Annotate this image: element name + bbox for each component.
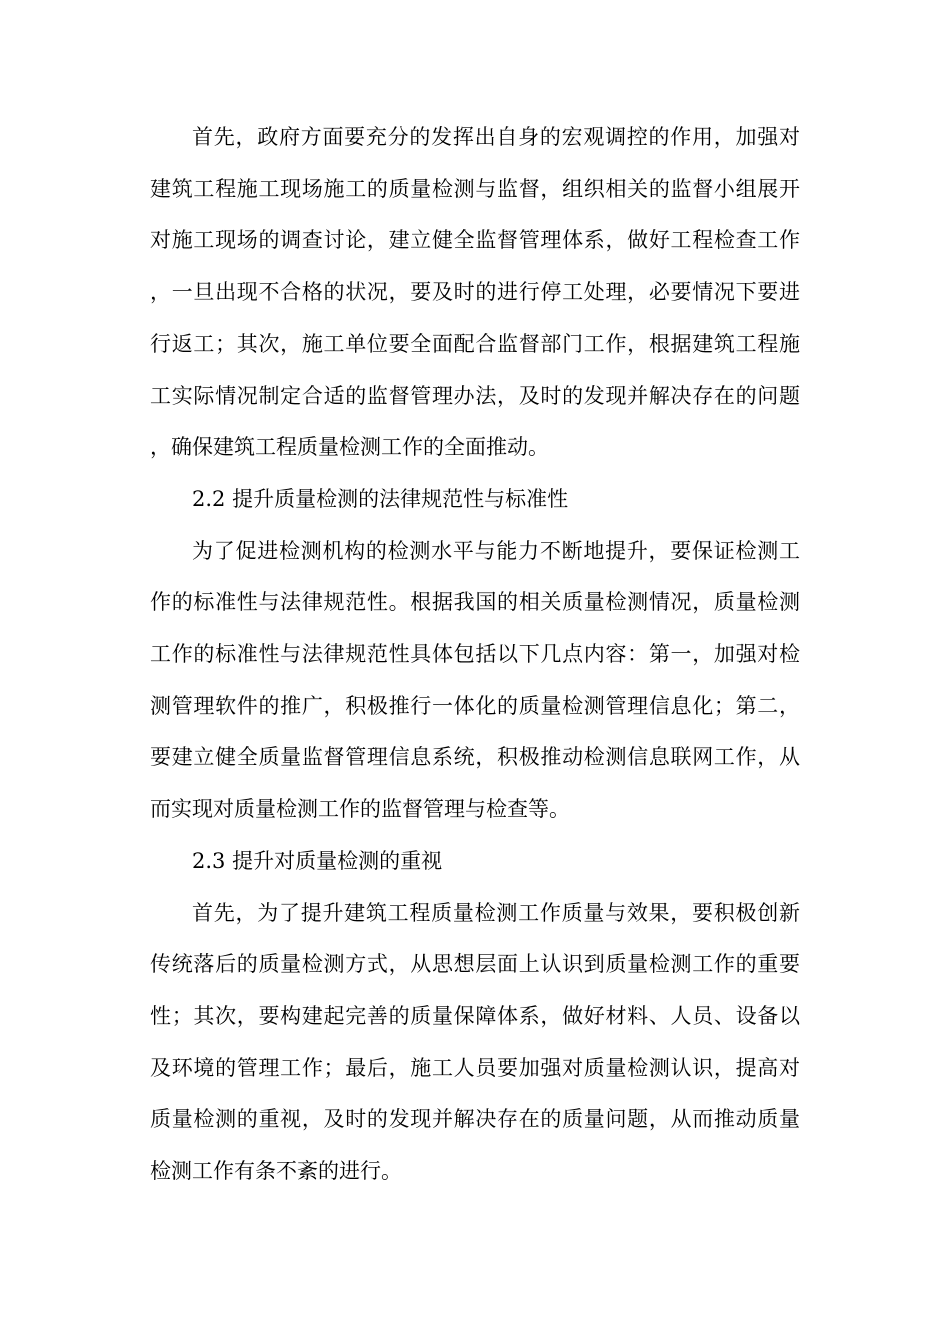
section-heading-2-2: 2.2 提升质量检测的法律规范性与标准性 (192, 486, 569, 511)
document-body (150, 112, 800, 1198)
paragraph-government-supervision: 首先，政府方面要充分的发挥出自身的宏观调控的作用，加强对建筑工程施工现场施工的质量检测与监督，组织相关的监督小组展开对施工现场的调查讨论，建立健全监督管理体系，做好工程检查工作，一旦出现不合格的状况，要及时的进行停工处理，必要情况下要进行返工；其次，施工单位要全面配合监督部门工作，根据建筑工程施工实际情况制定合适的监督管理办法，及时的发现并解决存在的问题，确保建筑工程质量检测工作的全面推动。 (150, 125, 800, 460)
section-heading-2-3: 2.3 提升对质量检测的重视 (192, 848, 443, 873)
paragraph-legal-standardization: 为了促进检测机构的检测水平与能力不断地提升，要保证检测工作的标准性与法律规范性。根据我国的相关质量检测情况，质量检测工作的标准性与法律规范性具体包括以下几点内容：第一，加强对检测管理软件的推广，积极推行一体化的质量检测管理信息化；第二，要建立健全质量监督管理信息系统，积极推动检测信息联网工作，从而实现对质量检测工作的监督管理与检查等。 (150, 538, 800, 822)
paragraph-quality-attention: 首先，为了提升建筑工程质量检测工作质量与效果，要积极创新传统落后的质量检测方式，从思想层面上认识到质量检测工作的重要性；其次，要构建起完善的质量保障体系，做好材料、人员、设备以及环境的管理工作；最后，施工人员要加强对质量检测认识，提高对质量检测的重视，及时的发现并解决存在的质量问题，从而推动质量检测工作有条不紊的进行。 (150, 900, 800, 1184)
